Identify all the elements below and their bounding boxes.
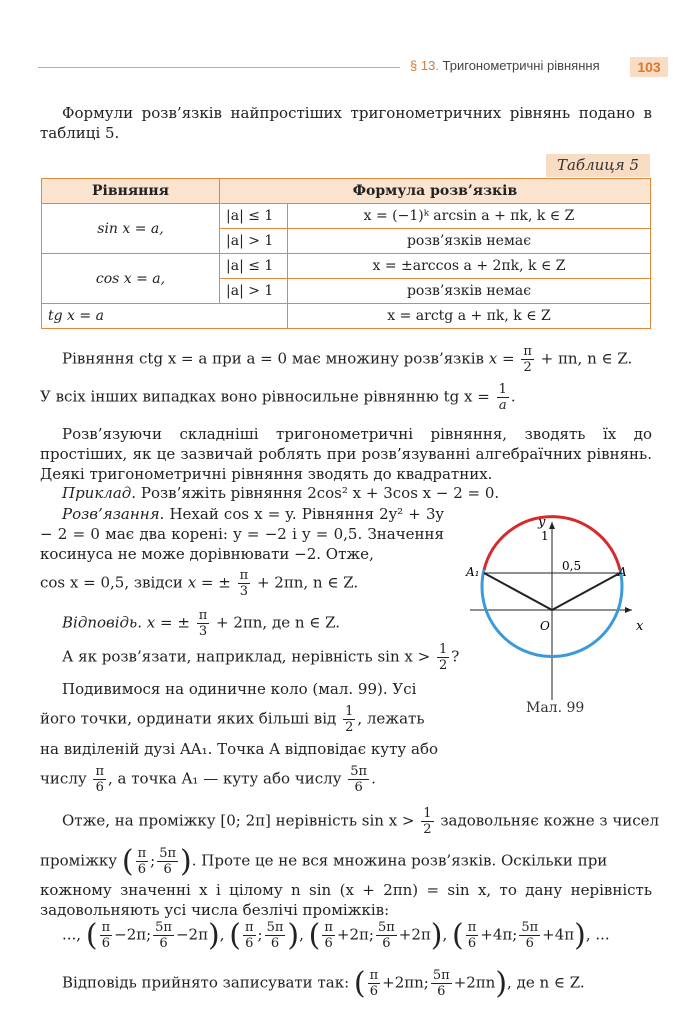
radius-oa1 [484, 573, 552, 610]
answer-tail: + 2πn, де n ∈ Z. [216, 613, 341, 632]
example-line [62, 484, 499, 502]
table-header-equation: Рівняння [42, 179, 220, 204]
interval-l2-d2: 6 [163, 862, 172, 877]
other-num: 1 [498, 382, 507, 397]
intro-paragraph: Формули розв’язків найпростіших тригонометричних рівнянь подано в таблиці 5. [40, 104, 652, 142]
sin-no-solution: розв’язків немає [288, 229, 651, 254]
header-title [410, 58, 600, 73]
origin-label: O [540, 619, 550, 633]
radius-oa [552, 573, 620, 610]
solution-line2-a: cos x = 0,5, звідси [40, 573, 183, 592]
interval-l1-num: 1 [423, 806, 432, 821]
ctg-line [62, 344, 632, 375]
half-label: 0,5 [562, 559, 582, 573]
question-num: 1 [438, 642, 448, 657]
final-tail: , де n ∈ Z. [507, 973, 585, 992]
interval-l2-frac1 [136, 846, 149, 877]
ctg-den: 2 [523, 360, 532, 375]
y-axis-arrow [549, 522, 555, 529]
x-axis-arrow [625, 607, 632, 613]
cond-cos-le: |a| ≤ 1 [220, 254, 288, 279]
series-start: ..., [62, 925, 82, 944]
interval-l2-d1: 6 [137, 862, 147, 877]
ctg-num: π [523, 344, 532, 359]
circle-l4-den1: 6 [95, 780, 104, 795]
interval-line-2: проміжку ( $\frac{\pi}{6}$ ; $\frac{5\pi}{6}$ ). Проте це не вся множина розв’язків. Оскільки при [40, 844, 608, 879]
formula-table [41, 178, 651, 329]
circle-l2-num: 1 [345, 704, 354, 719]
example-text: Розв’яжіть рівняння 2cos² x + 3cos x − 2 = 0. [140, 484, 500, 502]
interval-l1-fraction [421, 806, 433, 837]
page-number: 103 [630, 57, 668, 77]
point-a1-label: A₁ [466, 565, 480, 579]
circle-l4-fraction1 [93, 764, 106, 795]
answer-label: Відповідь. [62, 613, 142, 632]
ctg-formula-x: x = [488, 349, 515, 368]
cos-formula: x = ±arccos a + 2πk, k ∈ Z [288, 254, 651, 279]
one-label: 1 [541, 529, 549, 543]
circle-line-1: Подивимося на одиничне коло (мал. 99). Усі [62, 680, 417, 698]
other-text: У всіх інших випадках воно рівносильне рівнянню [40, 387, 439, 406]
other-fraction [497, 382, 509, 413]
other-line: У всіх інших випадках воно рівносильне рівнянню tg x = $\frac{1}{a}$ . [40, 382, 516, 413]
question-fraction [437, 642, 449, 673]
sin-equation: sin x = a, [42, 204, 220, 254]
table-header-formula: Формула розв’язків [220, 179, 651, 204]
answer-line [62, 608, 340, 639]
solution-line2-b: + 2πn, n ∈ Z. [256, 573, 359, 592]
interval-l2b: . Проте це не вся множина розв’язків. Оскільки при [191, 851, 608, 870]
circle-l4c: . [371, 769, 376, 788]
final-text: Відповідь прийнято записувати так: [62, 973, 350, 992]
answer-num: π [198, 608, 208, 623]
solution-line2-x: x = ± [187, 573, 231, 592]
circle-line-3: на виділеній дузі AA₁. Точка A відповідає куту або [40, 740, 439, 758]
solution-num: π [239, 568, 249, 583]
question-text: А як розв’язати, наприклад, нерівність sin x > [62, 647, 431, 666]
answer-fraction [197, 608, 210, 639]
circle-l4b: , а точка A₁ — куту або числу [108, 769, 342, 788]
solution-label: Розв’язання. [62, 505, 165, 523]
ctg-fraction [521, 344, 534, 375]
cond-sin-gt: |a| > 1 [220, 229, 288, 254]
interval-l1b: задовольняє кожне з чисел [440, 811, 660, 830]
tg-equation: tg x = a [42, 304, 288, 329]
interval-l1-den: 2 [423, 822, 432, 837]
unit-circle-figure [466, 510, 660, 700]
circle-l4-fraction2 [348, 764, 369, 795]
sin-formula: x = (−1)ᵏ arcsin a + πk, k ∈ Z [288, 204, 651, 229]
solution-den: 3 [239, 584, 249, 599]
circle-l2-fraction [343, 704, 355, 735]
solution-paragraph [40, 504, 444, 564]
series-line: ..., ( $\frac{\pi}{6}$ −2π; $\frac{5\pi}{6}$ −2π), ( $\frac{\pi}{6}$ ; $\frac{5\pi}{6}$ ), ( $\frac{\pi}{6}$ +2π; $\frac{5\pi}{6}$ +2π), ( $\frac{\pi}{6}$ +4π; $\frac{5\pi}{6}$ +4π), ... [62, 918, 610, 953]
section-mark: § 13. [410, 58, 439, 73]
complex-paragraph: Розв’язуючи складніші тригонометричні рівняння, зводять їх до простіших, як це зазвичай роблять при розв’язуванні алгебраїчних рівнянь. Деякі тригонометричні рівняння зводять до квадратних. [40, 425, 652, 483]
cond-cos-gt: |a| > 1 [220, 279, 288, 304]
question-line [62, 642, 459, 673]
x-label: x [636, 619, 644, 634]
circle-l4-num1: π [95, 764, 104, 779]
table-label: Таблиця 5 [546, 154, 650, 177]
cos-no-solution: розв’язків немає [288, 279, 651, 304]
ctg-text: Рівняння ctg x = a при a = 0 має множину розв’язків [62, 349, 484, 368]
question-den: 2 [438, 658, 448, 673]
solution-line2 [40, 568, 358, 599]
example-label: Приклад. [62, 484, 137, 502]
circle-line-2 [40, 704, 425, 735]
interval-l2-frac2 [157, 846, 178, 877]
circle-l2b: , лежать [357, 709, 425, 728]
point-a-label: A [618, 565, 627, 579]
circle-l4-den2: 6 [354, 780, 363, 795]
circle-l2a: його точки, ординати яких більші від [40, 709, 337, 728]
interval-l2-n2: 5π [159, 846, 177, 861]
circle-line-4 [40, 764, 376, 795]
other-formula: tg x = [443, 387, 490, 406]
answer-x: x = ± [146, 613, 190, 632]
interval-line-1 [62, 806, 659, 837]
circle-l4a: числу [40, 769, 87, 788]
interval-line-3: кожному значенні x і цілому n sin (x + 2πn) = sin x, то дану нерівність задовольняють усі числа безлічі проміжків: [40, 881, 652, 919]
header-line [38, 67, 400, 68]
tg-formula: x = arctg a + πk, k ∈ Z [288, 304, 651, 329]
interval-l2a: проміжку [40, 851, 118, 870]
circle-l2-den: 2 [345, 720, 354, 735]
question-tail: ? [451, 647, 460, 666]
interval-l1a: Отже, на проміжку [0; 2π] нерівність sin x > [62, 811, 415, 830]
ctg-tail: + πn, n ∈ Z. [540, 349, 633, 368]
solution-fraction [238, 568, 251, 599]
other-den: a [498, 398, 507, 413]
interval-l2-n1: π [137, 846, 147, 861]
cos-equation: cos x = a, [42, 254, 220, 304]
figure-caption: Мал. 99 [526, 700, 585, 716]
solution-text: Нехай cos x = y. Рівняння 2y² + 3y − 2 = 0 має два корені: y = −2 і y = 0,5. Значення косинуса не може дорівнювати −2. Отже, [40, 505, 444, 563]
cond-sin-le: |a| ≤ 1 [220, 204, 288, 229]
answer-den: 3 [198, 624, 208, 639]
final-line: Відповідь прийнято записувати так: ( $\frac{\pi}{6}$ +2πn; $\frac{5\pi}{6}$ +2πn), де n ∈ Z. [62, 966, 585, 1001]
y-label: y [538, 515, 546, 530]
section-title: Тригонометричні рівняння [442, 58, 600, 73]
circle-l4-num2: 5π [350, 764, 368, 779]
series-end: , ... [585, 925, 610, 944]
